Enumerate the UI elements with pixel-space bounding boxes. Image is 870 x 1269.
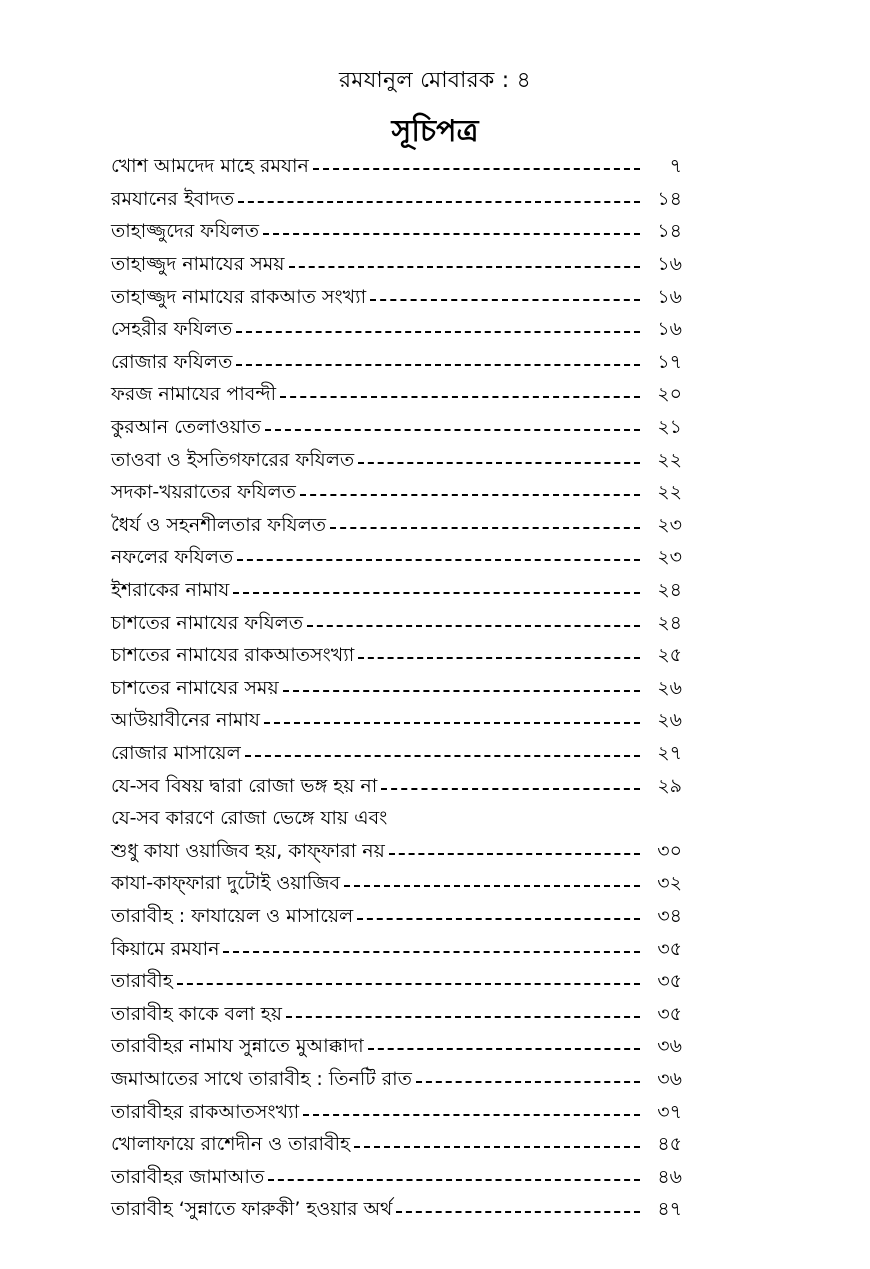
dot-leader bbox=[368, 1048, 640, 1050]
toc-entry-page: ২১ bbox=[657, 416, 682, 439]
toc-entry-page: ৩২ bbox=[657, 872, 682, 895]
dot-leader bbox=[389, 853, 640, 855]
toc-entry bbox=[111, 739, 682, 772]
toc-entry bbox=[111, 999, 682, 1032]
dot-leader bbox=[307, 625, 640, 627]
dot-leader bbox=[286, 1016, 640, 1018]
dot-leader bbox=[313, 168, 640, 170]
toc-entry-page: ২৭ bbox=[657, 741, 682, 764]
toc-entry-title: তারাবীহর রাকআতসংখ্যা bbox=[111, 1100, 300, 1123]
toc-entry-page: ৪৫ bbox=[657, 1133, 682, 1156]
toc-entry-page: ২৪ bbox=[657, 611, 682, 634]
toc-entry-title: খোলাফায়ে রাশেদীন ও তারাবীহ bbox=[111, 1133, 351, 1156]
toc-entry-title: কাযা-কাফ্ফারা দুটোই ওয়াজিব bbox=[111, 872, 341, 895]
toc-entry bbox=[111, 152, 682, 185]
toc-entry bbox=[111, 250, 682, 283]
dot-leader bbox=[357, 918, 640, 920]
toc-entry-title: খোশ আমদেদ মাহে রমযান bbox=[111, 155, 309, 178]
toc-entry-title: যে-সব বিষয় দ্বারা রোজা ভঙ্গ হয় না bbox=[111, 774, 378, 797]
toc-entry-title: নফলের ফযিলত bbox=[111, 546, 234, 569]
toc-entry-page: ১৪ bbox=[657, 187, 682, 210]
toc-entry-title: চাশতের নামাযের ফযিলত bbox=[111, 611, 304, 634]
toc-entry bbox=[111, 967, 682, 1000]
dot-leader bbox=[177, 983, 640, 985]
dot-leader bbox=[233, 592, 640, 594]
dot-leader bbox=[236, 364, 640, 366]
toc-entry-title: তারাবীহ : ফাযায়েল ও মাসায়েল bbox=[111, 904, 354, 927]
dot-leader bbox=[236, 331, 640, 333]
dot-leader bbox=[238, 201, 640, 203]
toc-entry-page: ৭ bbox=[669, 155, 682, 178]
dot-leader bbox=[245, 755, 640, 757]
toc-entry bbox=[111, 413, 682, 446]
toc-entry bbox=[111, 934, 682, 967]
toc-entry bbox=[111, 1162, 682, 1195]
toc-entry-page: ২৫ bbox=[657, 644, 682, 667]
dot-leader bbox=[344, 885, 640, 887]
toc-entry bbox=[111, 1130, 682, 1163]
toc-entry-page: ২৩ bbox=[657, 513, 682, 536]
toc-entry-page: ১৬ bbox=[657, 253, 682, 276]
dot-leader bbox=[268, 1179, 640, 1181]
toc-entry bbox=[111, 380, 682, 413]
toc-entry bbox=[111, 641, 682, 674]
toc-entry-page: ৩৬ bbox=[657, 1035, 682, 1058]
toc-entry-page: ২৩ bbox=[657, 546, 682, 569]
dot-leader bbox=[358, 657, 640, 659]
toc-entry bbox=[111, 217, 682, 250]
dot-leader bbox=[370, 299, 640, 301]
toc-entry-title: ধৈর্য ও সহনশীলতার ফযিলত bbox=[111, 513, 326, 536]
toc-entry bbox=[111, 1195, 682, 1228]
dot-leader bbox=[381, 788, 640, 790]
toc-entry-title: কিয়ামে রমযান bbox=[111, 937, 220, 960]
toc-entry-page: ২২ bbox=[657, 448, 682, 471]
toc-entry bbox=[111, 315, 682, 348]
toc-entry-title: তাহাজ্জুদ নামাযের রাকআত সংখ্যা bbox=[111, 285, 367, 308]
toc-entry-page: ১৭ bbox=[657, 350, 682, 373]
toc-entry-title: তারাবীহর নামায সুন্নাতে মুআক্কাদা bbox=[111, 1035, 364, 1058]
dot-leader bbox=[289, 266, 641, 268]
toc-entry-page: ৩৭ bbox=[657, 1100, 682, 1123]
dot-leader bbox=[283, 690, 640, 692]
toc-entry-title: যে-সব কারণে রোজা ভেঙ্গে যায় এবং bbox=[111, 807, 388, 830]
toc-entry-page: ২৬ bbox=[657, 709, 682, 732]
toc-entry-page: ১৬ bbox=[657, 285, 682, 308]
toc-entry-page: ৩৫ bbox=[657, 937, 682, 960]
toc-entry-page: ২৪ bbox=[657, 579, 682, 602]
dot-leader bbox=[416, 1081, 640, 1083]
dot-leader bbox=[300, 494, 640, 496]
toc-entry-title: চাশতের নামাযের সময় bbox=[111, 676, 279, 699]
dot-leader bbox=[223, 951, 640, 953]
toc-entry-title: তাহাজ্জুদ নামাযের সময় bbox=[111, 253, 285, 276]
toc-entry bbox=[111, 608, 682, 641]
toc-entry-title: তারাবীহ bbox=[111, 970, 173, 993]
toc-entry bbox=[111, 348, 682, 381]
toc-entry bbox=[111, 478, 682, 511]
toc-entry-title: শুধু কাযা ওয়াজিব হয়, কাফ্ফারা নয় bbox=[111, 839, 385, 862]
toc-entry bbox=[111, 836, 682, 869]
toc-entry-page: ৪৭ bbox=[657, 1198, 682, 1221]
toc-entry-page: ১৬ bbox=[657, 318, 682, 341]
toc-entry bbox=[111, 902, 682, 935]
toc-entry-title: রোজার ফযিলত bbox=[111, 350, 233, 373]
toc-entry-page: ৪৬ bbox=[657, 1165, 682, 1188]
toc-entry bbox=[111, 185, 682, 218]
toc-entry-title: জমাআতের সাথে তারাবীহ : তিনটি রাত bbox=[111, 1067, 412, 1090]
dot-leader bbox=[303, 1114, 640, 1116]
toc-entry-page: ২২ bbox=[657, 481, 682, 504]
toc-entry bbox=[111, 869, 682, 902]
dot-leader bbox=[280, 396, 640, 398]
toc-entry-title: তারাবীহর জামাআত bbox=[111, 1165, 265, 1188]
table-of-contents bbox=[111, 152, 682, 1228]
toc-title: সূচিপত্র bbox=[391, 114, 479, 149]
toc-entry-title: তারাবীহ ‘সুন্নাতে ফারুকী’ হওয়ার অর্থ bbox=[111, 1198, 393, 1221]
toc-entry bbox=[111, 1065, 682, 1098]
toc-entry-page: ৩৫ bbox=[657, 970, 682, 993]
toc-entry bbox=[111, 576, 682, 609]
toc-entry bbox=[111, 511, 682, 544]
toc-entry-page: ৩৫ bbox=[657, 1002, 682, 1025]
toc-entry-title: সেহরীর ফযিলত bbox=[111, 318, 233, 341]
toc-entry-page: ২৬ bbox=[657, 676, 682, 699]
toc-entry-title: তারাবীহ কাকে বলা হয় bbox=[111, 1002, 282, 1025]
dot-leader bbox=[358, 462, 640, 464]
toc-entry-title: সদকা-খয়রাতের ফযিলত bbox=[111, 481, 296, 504]
toc-entry bbox=[111, 706, 682, 739]
toc-entry bbox=[111, 1097, 682, 1130]
running-header: রমযানুল মোবারক : ৪ bbox=[338, 68, 531, 93]
toc-entry-page: ২৯ bbox=[657, 774, 682, 797]
toc-entry-title: তাওবা ও ইসতিগফারের ফযিলত bbox=[111, 448, 355, 471]
toc-entry-title: কুরআন তেলাওয়াত bbox=[111, 416, 261, 439]
toc-entry bbox=[111, 543, 682, 576]
dot-leader bbox=[354, 1146, 640, 1148]
toc-entry bbox=[111, 674, 682, 707]
toc-entry-title: চাশতের নামাযের রাকআতসংখ্যা bbox=[111, 644, 355, 667]
dot-leader bbox=[264, 722, 640, 724]
toc-entry-page: ১৪ bbox=[657, 220, 682, 243]
dot-leader bbox=[237, 559, 640, 561]
toc-entry-title: রোজার মাসায়েল bbox=[111, 741, 241, 764]
dot-leader bbox=[265, 429, 640, 431]
toc-entry-page: ২০ bbox=[657, 383, 682, 406]
dot-leader bbox=[396, 1211, 640, 1213]
toc-entry-page: ৩৬ bbox=[657, 1067, 682, 1090]
toc-entry bbox=[111, 771, 682, 804]
toc-entry-title: ফরজ নামাযের পাবন্দী bbox=[111, 383, 277, 406]
toc-entry bbox=[111, 282, 682, 315]
toc-entry-title: তাহাজ্জুদের ফযিলত bbox=[111, 220, 259, 243]
dot-leader bbox=[330, 527, 640, 529]
toc-entry-page: ৩৪ bbox=[657, 904, 682, 927]
toc-entry-title: রমযানের ইবাদত bbox=[111, 187, 235, 210]
dot-leader bbox=[263, 233, 640, 235]
toc-entry-title: আউয়াবীনের নামায bbox=[111, 709, 260, 732]
toc-entry bbox=[111, 804, 682, 837]
toc-entry bbox=[111, 445, 682, 478]
toc-entry-page: ৩০ bbox=[657, 839, 682, 862]
toc-entry-title: ইশরাকের নামায bbox=[111, 579, 230, 602]
toc-entry bbox=[111, 1032, 682, 1065]
